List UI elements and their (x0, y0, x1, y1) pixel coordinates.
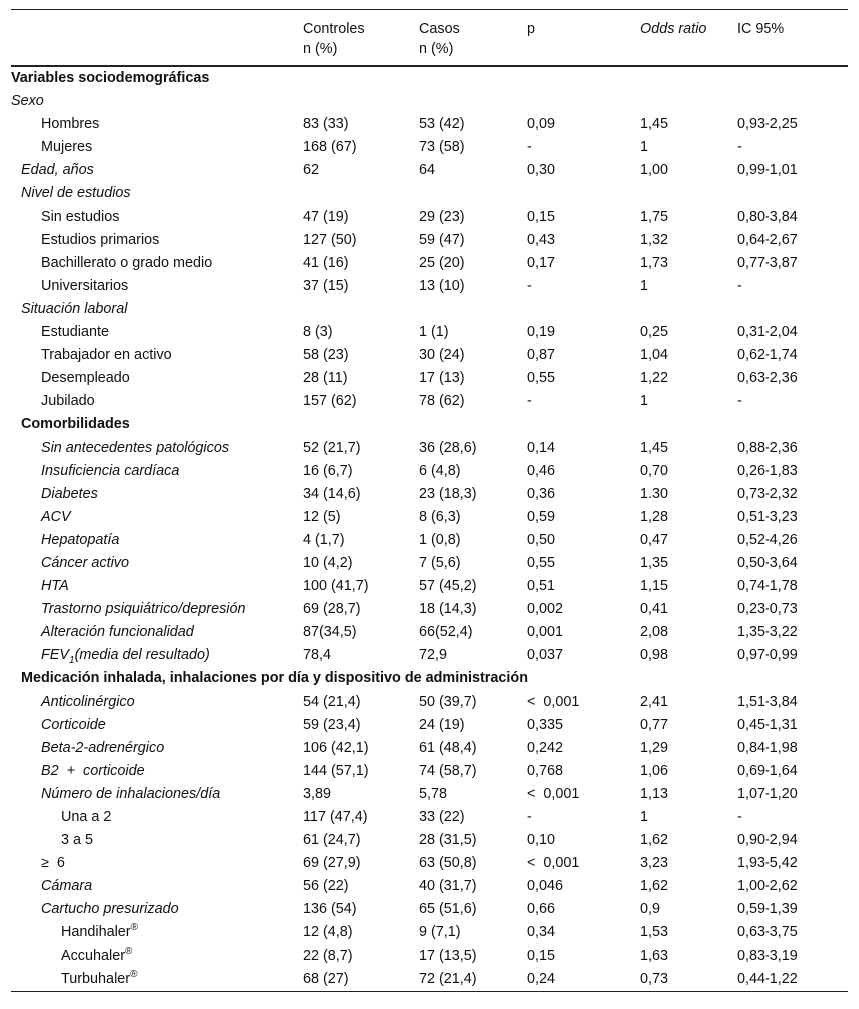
cell-odds-ratio: 0,9 (640, 901, 661, 918)
cell-casos: 65 (51,6) (419, 901, 477, 918)
row-label: Trastorno psiquiátrico/depresión (41, 601, 246, 618)
cell-odds-ratio: 1,15 (640, 578, 669, 595)
cell-casos: 33 (22) (419, 809, 465, 825)
cell-controles: 106 (42,1) (303, 739, 369, 756)
cell-controles: 83 (33) (303, 116, 349, 133)
cell-p: 0,15 (527, 947, 556, 964)
row-label: Beta-2-adrenérgico (41, 739, 165, 756)
cell-casos: 73 (58) (419, 139, 465, 156)
cell-casos: 24 (19) (419, 716, 465, 733)
row-label: Sin estudios (41, 208, 120, 225)
cell-odds-ratio: 1,62 (640, 878, 669, 895)
cell-p: < 0,001 (527, 693, 580, 710)
cell-odds-ratio: 1,00 (640, 162, 669, 179)
cell-p: 0,10 (527, 832, 556, 849)
cell-ic95: 0,64-2,67 (737, 231, 798, 248)
cell-odds-ratio: 1 (640, 809, 649, 825)
cell-ic95: 0,51-3,23 (737, 508, 798, 525)
cell-ic95: 0,69-1,64 (737, 762, 798, 779)
row-label: Handihaler® (61, 922, 138, 941)
cell-ic95: 1,51-3,84 (737, 693, 798, 710)
cell-odds-ratio: 1 (640, 277, 649, 294)
cell-p: 0,51 (527, 578, 556, 595)
section-row-medicacion (11, 667, 848, 690)
cell-p: - (527, 393, 532, 410)
table-row (11, 898, 848, 921)
category-label: Sexo (11, 93, 44, 110)
cell-ic95: 0,59-1,39 (737, 901, 798, 918)
cell-casos: 28 (31,5) (419, 832, 477, 849)
row-label: Universitarios (41, 277, 129, 294)
cell-p: 0,002 (527, 601, 564, 618)
cell-ic95: 0,80-3,84 (737, 208, 798, 225)
cell-casos: 64 (419, 162, 436, 179)
cell-ic95: 0,77-3,87 (737, 254, 798, 271)
row-label: ACV (41, 508, 71, 525)
cell-ic95: 0,93-2,25 (737, 116, 798, 133)
cell-controles: 58 (23) (303, 347, 349, 364)
cell-p: 0,46 (527, 462, 556, 479)
cell-controles: 168 (67) (303, 139, 357, 156)
cell-ic95: 0,88-2,36 (737, 439, 798, 456)
row-label: Accuhaler® (61, 945, 133, 964)
cell-controles: 56 (22) (303, 878, 349, 895)
cell-ic95: 0,50-3,64 (737, 554, 798, 571)
cell-odds-ratio: 1,28 (640, 508, 669, 525)
cell-ic95: 0,23-0,73 (737, 601, 798, 618)
row-label: Diabetes (41, 485, 98, 502)
cell-casos: 72,9 (419, 647, 448, 664)
row-label: Edad, años (21, 162, 94, 179)
cell-p: 0,30 (527, 162, 556, 179)
cell-controles: 22 (8,7) (303, 947, 353, 964)
section-title: Comorbilidades (21, 416, 130, 433)
row-label: Número de inhalaciones/día (41, 785, 221, 802)
cell-ic95: 0,63-2,36 (737, 370, 798, 387)
cell-casos: 9 (7,1) (419, 924, 461, 941)
table-row (11, 367, 848, 390)
table-row (11, 529, 848, 552)
cell-p: 0,001 (527, 624, 564, 641)
cell-controles: 54 (21,4) (303, 693, 361, 710)
cell-controles: 4 (1,7) (303, 531, 345, 548)
cell-casos: 61 (48,4) (419, 739, 477, 756)
cell-ic95: 0,97-0,99 (737, 647, 798, 664)
cell-ic95: 0,99-1,01 (737, 162, 798, 179)
cell-ic95: 0,52-4,26 (737, 531, 798, 548)
section-title: Medicación inhalada, inhalaciones por día y dispositivo de administración (21, 670, 528, 687)
cell-casos: 63 (50,8) (419, 855, 477, 872)
cell-ic95: - (737, 139, 742, 156)
cell-controles: 59 (23,4) (303, 716, 361, 733)
table-row (11, 136, 848, 159)
table-row (11, 783, 848, 806)
cell-controles: 69 (27,9) (303, 855, 361, 872)
row-label: Cámara (41, 878, 93, 895)
cell-casos: 72 (21,4) (419, 968, 527, 992)
cell-ic95: 0,84-1,98 (737, 739, 798, 756)
cell-ic95: 1,93-5,42 (737, 855, 798, 872)
cell-controles: 8 (3) (303, 324, 333, 341)
cell-ic95: 0,44-1,22 (737, 968, 848, 992)
cell-ic95: - (737, 277, 742, 294)
cell-controles: 3,89 (303, 785, 332, 802)
cell-casos: 1 (0,8) (419, 531, 461, 548)
cell-ic95: 1,35-3,22 (737, 624, 798, 641)
cell-controles: 16 (6,7) (303, 462, 353, 479)
results-table-container (11, 9, 848, 992)
cell-p: - (527, 139, 532, 156)
table-row (11, 621, 848, 644)
cell-odds-ratio: 0,98 (640, 647, 669, 664)
table-row (11, 159, 848, 182)
cell-odds-ratio: 1,06 (640, 762, 669, 779)
cell-p: 0,50 (527, 531, 556, 548)
cell-p: - (527, 809, 532, 825)
cell-casos: 59 (47) (419, 231, 465, 248)
cell-odds-ratio: 1,75 (640, 208, 669, 225)
cell-p: 0,66 (527, 901, 556, 918)
cell-controles: 28 (11) (303, 370, 348, 387)
cell-controles: 117 (47,4) (303, 809, 368, 825)
cell-ic95: 0,73-2,32 (737, 485, 798, 502)
cell-casos: 53 (42) (419, 116, 465, 133)
category-label: Situación laboral (21, 300, 128, 317)
cell-odds-ratio: 1,13 (640, 785, 669, 802)
cell-casos: 66(52,4) (419, 624, 473, 641)
cell-controles: 12 (4,8) (303, 924, 353, 941)
cell-ic95: - (737, 393, 742, 410)
cell-p: 0,17 (527, 254, 556, 271)
cell-odds-ratio: 1,73 (640, 254, 669, 271)
cell-p: 0,43 (527, 231, 556, 248)
table-row (11, 829, 848, 852)
row-label: Alteración funcionalidad (41, 624, 194, 641)
cell-casos: 7 (5,6) (419, 554, 461, 571)
cell-casos: 30 (24) (419, 347, 465, 364)
cell-odds-ratio: 2,08 (640, 624, 669, 641)
cell-casos: 23 (18,3) (419, 485, 477, 502)
cell-odds-ratio: 3,23 (640, 855, 669, 872)
table-row (11, 714, 848, 737)
cell-casos: 25 (20) (419, 254, 465, 271)
cell-casos: 36 (28,6) (419, 439, 477, 456)
table-row (11, 552, 848, 575)
row-label: Anticolinérgico (41, 693, 135, 710)
cell-casos: 13 (10) (419, 277, 465, 294)
cell-ic95: 0,90-2,94 (737, 832, 798, 849)
table-row (11, 644, 848, 667)
row-label: Mujeres (41, 139, 93, 156)
cell-p: < 0,001 (527, 785, 580, 802)
cell-controles: 61 (24,7) (303, 832, 361, 849)
table-row (11, 575, 848, 598)
header-odds-ratio: Odds ratio (640, 10, 737, 67)
cell-controles: 10 (4,2) (303, 554, 353, 571)
cell-ic95: 1,07-1,20 (737, 785, 798, 802)
cell-casos: 40 (31,7) (419, 878, 477, 895)
cell-odds-ratio: 1,29 (640, 739, 669, 756)
table-row (11, 275, 848, 298)
cell-p: 0,36 (527, 485, 556, 502)
cell-odds-ratio: 0,73 (640, 968, 737, 992)
row-label: Cáncer activo (41, 554, 129, 571)
cell-odds-ratio: 1 (640, 393, 649, 410)
cell-ic95: 0,62-1,74 (737, 347, 798, 364)
cell-controles: 52 (21,7) (303, 439, 361, 456)
cell-odds-ratio: 1,35 (640, 554, 669, 571)
table-row (11, 598, 848, 621)
cell-odds-ratio: 1 (640, 139, 649, 156)
cell-casos: 8 (6,3) (419, 508, 461, 525)
cell-controles: 41 (16) (303, 254, 349, 271)
header-variable (11, 10, 303, 67)
cell-controles: 144 (57,1) (303, 762, 369, 779)
row-label: Trabajador en activo (41, 347, 172, 364)
cell-p: 0,242 (527, 739, 564, 756)
row-label: Bachillerato o grado medio (41, 254, 213, 271)
header-controles: Controles n (%) (303, 10, 419, 67)
row-label: Estudiante (41, 324, 110, 341)
cell-casos: 17 (13,5) (419, 947, 477, 964)
category-row (11, 298, 848, 321)
table-row (11, 945, 848, 968)
cell-p: 0,59 (527, 508, 556, 525)
cell-ic95: 1,00-2,62 (737, 878, 798, 895)
row-label: ≥ 6 (41, 855, 65, 872)
cell-odds-ratio: 0,70 (640, 462, 669, 479)
cell-casos: 74 (58,7) (419, 762, 477, 779)
cell-p: 0,55 (527, 554, 556, 571)
cell-odds-ratio: 0,25 (640, 324, 669, 341)
cell-p: 0,037 (527, 647, 564, 664)
cell-controles: 62 (303, 162, 320, 179)
row-label: Desempleado (41, 370, 130, 387)
table-row (11, 852, 848, 875)
table-row (11, 737, 848, 760)
cell-casos: 57 (45,2) (419, 578, 477, 595)
cell-odds-ratio: 1,53 (640, 924, 669, 941)
cell-controles: 136 (54) (303, 901, 357, 918)
cell-casos: 29 (23) (419, 208, 465, 225)
row-label: Hepatopatía (41, 531, 120, 548)
cell-odds-ratio: 1,04 (640, 347, 669, 364)
table-row (11, 760, 848, 783)
table-row (11, 691, 848, 714)
header-casos: Casos n (%) (419, 10, 527, 67)
cell-p: - (527, 277, 532, 294)
row-label: Una a 2 (61, 809, 112, 825)
table-row (11, 321, 848, 344)
category-label: Nivel de estudios (21, 185, 131, 202)
table-row (11, 921, 848, 944)
cell-controles: 34 (14,6) (303, 485, 361, 502)
table-row (11, 390, 848, 413)
cell-controles: 69 (28,7) (303, 601, 361, 618)
cell-p: 0,046 (527, 878, 564, 895)
row-label: $FEV_1(media$ del resultado) (41, 647, 210, 667)
cell-p: < 0,001 (527, 855, 580, 872)
row-label: Sin antecedentes patológicos (41, 439, 230, 456)
category-row (11, 182, 848, 205)
table-row (11, 506, 848, 529)
row-label: Jubilado (41, 393, 95, 410)
table-row (11, 483, 848, 506)
table-row (11, 252, 848, 275)
results-table (11, 9, 848, 992)
cell-ic95: 0,74-1,78 (737, 578, 798, 595)
cell-casos: 18 (14,3) (419, 601, 477, 618)
cell-p: 0,19 (527, 324, 556, 341)
cell-p: 0,55 (527, 370, 556, 387)
table-row (11, 229, 848, 252)
table-row (11, 875, 848, 898)
row-label: HTA (41, 578, 69, 595)
cell-controles: 100 (41,7) (303, 578, 369, 595)
cell-p: 0,34 (527, 924, 556, 941)
table-row (11, 113, 848, 136)
cell-controles: 68 (27) (303, 968, 419, 992)
cell-odds-ratio: 1,62 (640, 832, 669, 849)
cell-p: 0,87 (527, 347, 556, 364)
cell-casos: 17 (13) (419, 370, 465, 387)
cell-ic95: 0,31-2,04 (737, 324, 798, 341)
cell-p: 0,335 (527, 716, 564, 733)
cell-casos: 6 (4,8) (419, 462, 461, 479)
row-label: 3 a 5 (61, 832, 94, 849)
table-row (11, 344, 848, 367)
section-row-comorbilidades (11, 413, 848, 436)
table-row (11, 806, 848, 829)
cell-controles: 37 (15) (303, 277, 349, 294)
header-p: p (527, 10, 640, 67)
cell-odds-ratio: 0,41 (640, 601, 669, 618)
row-label: Insuficiencia cardíaca (41, 462, 180, 479)
cell-ic95: 0,63-3,75 (737, 924, 798, 941)
cell-odds-ratio: 0,77 (640, 716, 669, 733)
row-label: Cartucho presurizado (41, 901, 179, 918)
row-label: Hombres (41, 116, 100, 133)
table-row (11, 968, 848, 992)
header-row (11, 10, 848, 67)
cell-casos: 5,78 (419, 785, 448, 802)
cell-p: 0,14 (527, 439, 556, 456)
cell-casos: 78 (62) (419, 393, 465, 410)
row-label: B2 + corticoide (41, 762, 145, 779)
cell-odds-ratio: 1,22 (640, 370, 669, 387)
cell-controles: 157 (62) (303, 393, 357, 410)
row-label: Turbuhaler® (11, 968, 303, 992)
cell-p: 0,768 (527, 762, 564, 779)
cell-controles: 127 (50) (303, 231, 357, 248)
cell-casos: 1 (1) (419, 324, 449, 341)
cell-casos: 50 (39,7) (419, 693, 477, 710)
row-label: Corticoide (41, 716, 106, 733)
cell-p: 0,15 (527, 208, 556, 225)
cell-odds-ratio: 2,41 (640, 693, 669, 710)
cell-odds-ratio: 1.30 (640, 485, 669, 502)
cell-p: 0,09 (527, 116, 556, 133)
cell-odds-ratio: 0,47 (640, 531, 669, 548)
cell-ic95: 0,26-1,83 (737, 462, 798, 479)
cell-odds-ratio: 1,45 (640, 439, 669, 456)
cell-controles: 87(34,5) (303, 624, 357, 641)
cell-ic95: - (737, 809, 742, 825)
section-row-sociodemograficas (11, 66, 848, 90)
cell-controles: 12 (5) (303, 508, 341, 525)
section-title: Variables sociodemográficas (11, 70, 210, 86)
table-row (11, 437, 848, 460)
header-ic95: IC 95% (737, 10, 848, 67)
cell-odds-ratio: 1,32 (640, 231, 669, 248)
cell-controles: 47 (19) (303, 208, 349, 225)
row-label: Estudios primarios (41, 231, 160, 248)
cell-ic95: 0,45-1,31 (737, 716, 798, 733)
table-row (11, 206, 848, 229)
cell-controles: 78,4 (303, 647, 332, 664)
cell-odds-ratio: 1,45 (640, 116, 669, 133)
cell-ic95: 0,83-3,19 (737, 947, 798, 964)
cell-p: 0,24 (527, 968, 640, 992)
category-row (11, 90, 848, 113)
cell-odds-ratio: 1,63 (640, 947, 669, 964)
table-row (11, 460, 848, 483)
